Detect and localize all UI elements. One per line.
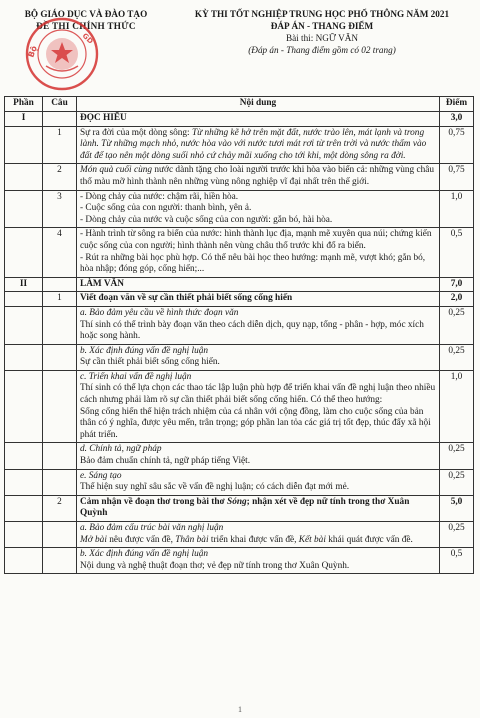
ministry-name: BỘ GIÁO DỤC VÀ ĐÀO TẠO (24, 9, 148, 19)
document-header (0, 0, 480, 82)
answer-prefix: Món quà cuối cùng (80, 165, 153, 176)
emph-term: Kết bài (298, 534, 326, 545)
question-number: 1 (43, 126, 77, 164)
answer-points: 0,5 (440, 228, 474, 277)
plain-text: nêu được vấn đề, (106, 534, 176, 545)
section-row-writing (5, 277, 474, 292)
page-count-note: (Đáp án - Thang điểm gồm có 02 trang) (248, 45, 396, 55)
criterion-content (77, 548, 440, 574)
criterion-points: 0,25 (440, 443, 474, 469)
question-title: Viết đoạn văn về sự cần thiết phải biết sống cống hiến (77, 292, 440, 307)
question-number: 2 (43, 164, 77, 190)
section-title: LÀM VĂN (77, 277, 440, 292)
criterion-title: a. Bảo đảm cấu trúc bài văn nghị luận (80, 523, 224, 533)
question-points: 2,0 (440, 292, 474, 307)
question-title (77, 495, 440, 521)
answer-content (77, 190, 440, 228)
criterion-points: 0,25 (440, 469, 474, 495)
svg-text:GD: GD (80, 31, 95, 46)
answer-prefix: Sự ra đời của một dòng sông: (80, 127, 192, 138)
criterion-text: Bảo đảm chuẩn chính tả, ngữ pháp tiếng Việt. (80, 456, 251, 467)
section-points: 3,0 (440, 112, 474, 127)
table-row (5, 164, 474, 190)
question-title-part: ; nhận xét về đẹp nữ tính trong thơ Xuân Quỳnh (80, 496, 410, 519)
criterion-title: b. Xác định đúng vấn đề nghị luận (80, 549, 209, 560)
criterion-points: 0,25 (440, 522, 474, 548)
emph-term: Mở bài (80, 534, 107, 545)
criterion-points: 0,5 (440, 548, 474, 574)
answer-points: 0,75 (440, 164, 474, 190)
table-row (5, 344, 474, 370)
criterion-text: Sự cần thiết phải biết sống cống hiến. (80, 357, 220, 368)
criterion-text (80, 535, 436, 547)
section-title: ĐỌC HIỂU (77, 112, 440, 127)
exam-title: KỲ THI TỐT NGHIỆP TRUNG HỌC PHỔ THÔNG NĂM 2021 (194, 9, 450, 19)
answer-line: - Rút ra những bài học phù hợp. Có thể nêu bài học theo hướng: mạnh mẽ, vượt khó; gắn bó, hòa nhập; đóng góp, cống hiến;... (80, 252, 426, 275)
answer-key-table (4, 96, 474, 574)
answer-content (77, 126, 440, 164)
exam-title-block (168, 8, 476, 56)
page-number: 1 (238, 705, 242, 714)
plain-text: triển khai được vấn đề, (208, 534, 299, 545)
section-part-number: I (5, 112, 43, 127)
column-header-content: Nội dung (77, 97, 440, 112)
column-header-points: Điểm (440, 97, 474, 112)
question-title-row (5, 495, 474, 521)
table-row (5, 228, 474, 277)
answer-line: - Hành trình từ sông ra biển của nước: hình thành lục địa, mạnh mẽ xuyên qua núi; chứng kiến cuộc sống của con người; hình thành nên vùng châu thổ trước khi đổ ra biển. (80, 229, 432, 251)
criterion-title: a. Bảo đảm yêu cầu về hình thức đoạn văn (80, 307, 239, 318)
answer-text: nước dành tặng cho loài người trước khi hòa vào biển cả: những vùng châu thổ màu mỡ hình thành nên những vùng nông nghiệp vĩ đại nhất trên thế giới. (80, 165, 435, 187)
criterion-points: 1,0 (440, 370, 474, 443)
criterion-title: e. Sáng tạo (80, 470, 122, 481)
section-part-number: II (5, 277, 43, 292)
criterion-content (77, 443, 440, 469)
criterion-text: Sống cống hiến thể hiện trách nhiệm của cá nhân với cộng đồng, làm cho cuộc sống của bản thân có ý nghĩa, được yêu mến, trân trọng; góp phần lan tỏa các giá trị tốt đẹp, thúc đẩy xã hội phát triển. (80, 406, 431, 440)
document-title: ĐÁP ÁN - THANG ĐIỂM (270, 21, 374, 31)
criterion-title: b. Xác định đúng vấn đề nghị luận (80, 345, 209, 356)
criterion-content (77, 522, 440, 548)
official-seal-stamp (24, 16, 100, 92)
table-row (5, 306, 474, 344)
answer-line: - Dòng chảy của nước và cuộc sống của con người: gắn bó, hài hòa. (80, 214, 333, 225)
question-number: 4 (43, 228, 77, 277)
criterion-text: Thể hiện suy nghĩ sâu sắc về vấn đề nghị luận; có cách diễn đạt mới mẻ. (80, 482, 350, 493)
criterion-content (77, 344, 440, 370)
section-points: 7,0 (440, 277, 474, 292)
question-number: 1 (43, 292, 77, 307)
answer-content (77, 228, 440, 277)
table-row (5, 190, 474, 228)
answer-content (77, 164, 440, 190)
poem-title: Sóng (227, 496, 247, 507)
emph-term: Thân bài (175, 534, 209, 545)
column-header-question: Câu (43, 97, 77, 112)
table-row (5, 126, 474, 164)
answer-points: 1,0 (440, 190, 474, 228)
criterion-title: d. Chính tả, ngữ pháp (80, 444, 162, 455)
criterion-points: 0,25 (440, 306, 474, 344)
answer-text: Từ những kẽ hở trên mặt đất, nước trào lên, mát lạnh và trong lành. Từ những mạch nhỏ, nước hòa vào với nước tươi mát rơi từ trên trời và nước thấm vào đất để tạo nên một dòng suối nhỏ cứ chảy mãi xuống cho tới khi, một dòng sông ra đời. (80, 127, 427, 161)
criterion-title: c. Triển khai vấn đề nghị luận (80, 371, 192, 382)
table-header-row (5, 97, 474, 112)
question-number: 2 (43, 495, 77, 521)
subject-line: Bài thi: NGỮ VĂN (285, 33, 359, 43)
svg-text:Bộ: Bộ (26, 44, 39, 59)
question-points: 5,0 (440, 495, 474, 521)
answer-line: - Dòng chảy của nước: chậm rãi, hiền hòa. (80, 191, 239, 202)
answer-points: 0,75 (440, 126, 474, 164)
official-exam-label: ĐỀ THI CHÍNH THỨC (36, 21, 136, 31)
criterion-text: Nội dung và nghệ thuật đoạn thơ; vẻ đẹp nữ tính trong thơ Xuân Quỳnh. (80, 560, 350, 571)
table-row (5, 443, 474, 469)
table-row (5, 370, 474, 443)
question-number: 3 (43, 190, 77, 228)
plain-text: khái quát được vấn đề. (325, 534, 413, 545)
criterion-text: Thí sinh có thể lựa chọn các thao tác lập luận phù hợp để triển khai vấn đề nghị luận theo nhiều cách nhưng phải làm rõ sự cần thiết phải biết sống cống hiến. Có thể theo hướng: (80, 383, 436, 406)
question-title-part: Cảm nhận về đoạn thơ trong bài thơ (80, 496, 228, 507)
criterion-text: Thí sinh có thể trình bày đoạn văn theo cách diễn dịch, quy nạp, tổng - phân - hợp, móc xích hoặc song hành. (80, 319, 424, 342)
table-row (5, 469, 474, 495)
section-row-reading (5, 112, 474, 127)
criterion-content (77, 306, 440, 344)
table-row (5, 548, 474, 574)
criterion-points: 0,25 (440, 344, 474, 370)
column-header-part: Phần (5, 97, 43, 112)
criterion-content (77, 370, 440, 443)
table-row (5, 522, 474, 548)
answer-line: - Cuộc sống của con người: thanh bình, yên ả. (80, 203, 252, 214)
question-title-row (5, 292, 474, 307)
criterion-content (77, 469, 440, 495)
